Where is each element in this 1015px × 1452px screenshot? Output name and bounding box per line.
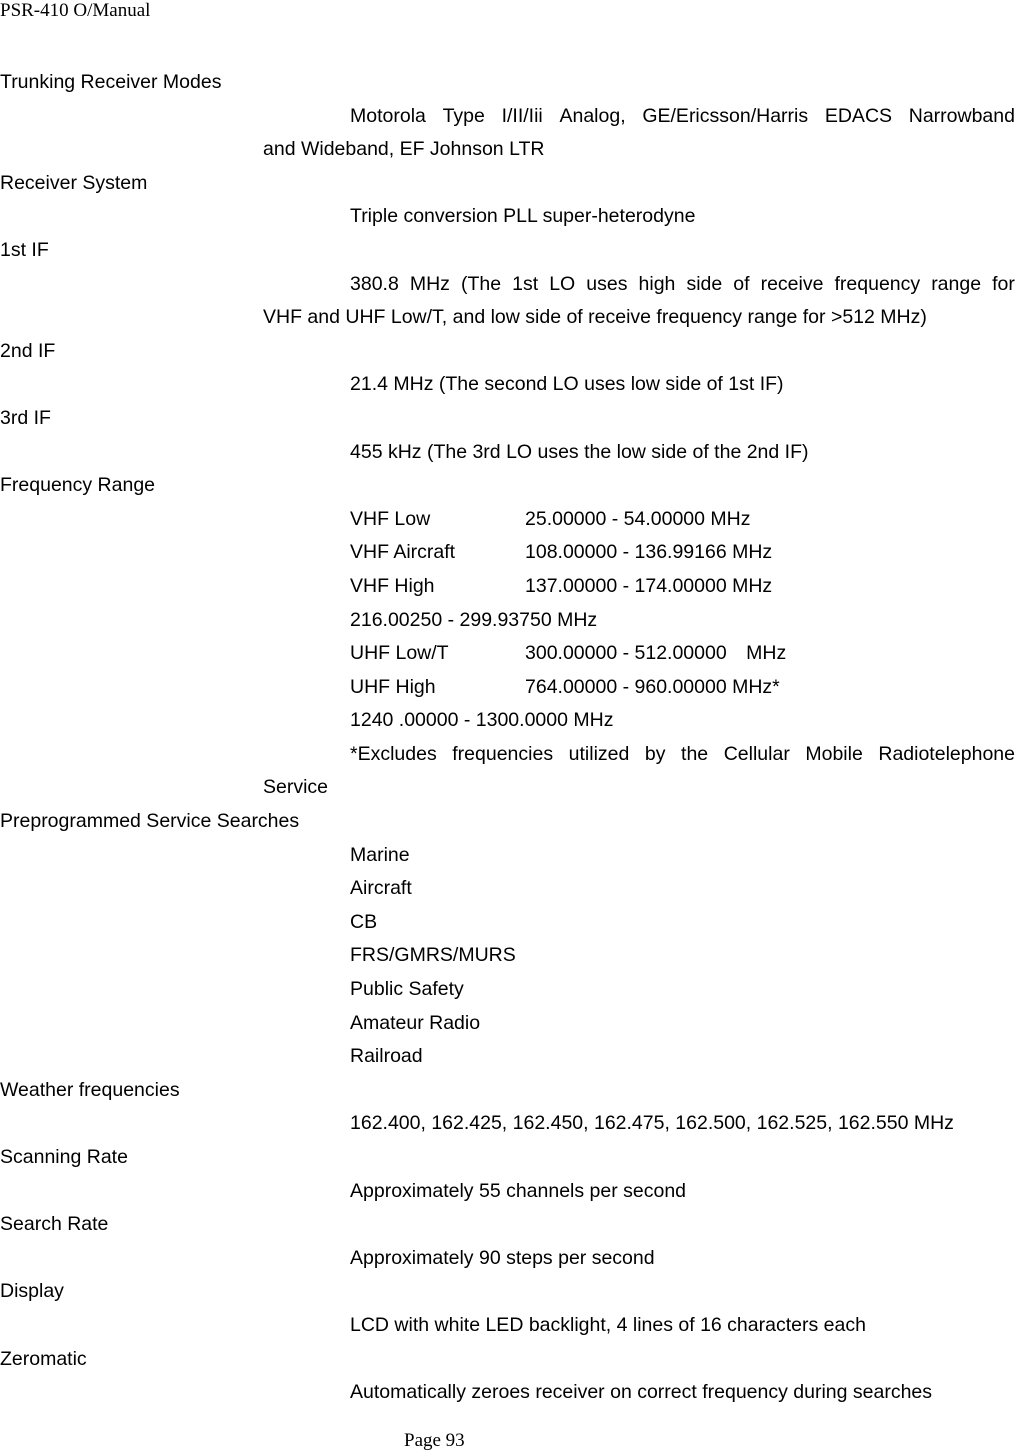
- receiver-system-value: Triple conversion PLL super-heterodyne: [350, 205, 696, 228]
- justified-word: Motorola: [350, 104, 426, 127]
- justified-word: for: [992, 272, 1015, 295]
- page-header: PSR-410 O/Manual: [0, 0, 151, 21]
- service-search-item: CB: [350, 910, 378, 933]
- scanning-rate-value: Approximately 55 channels per second: [350, 1179, 687, 1202]
- if2-value: 21.4 MHz (The second LO uses low side of 1st IF): [350, 373, 784, 396]
- scanning-rate-label: Scanning Rate: [0, 1146, 128, 1168]
- frequency-range: 137.00000 - 174.00000 MHz: [525, 574, 773, 597]
- frequency-row: [0, 637, 1015, 671]
- frequency-row: [0, 604, 1015, 638]
- justified-word: frequency: [834, 272, 921, 295]
- search-rate-value: Approximately 90 steps per second: [350, 1246, 655, 1269]
- if3-value: 455 kHz (The 3rd LO uses the low side of the 2nd IF): [350, 440, 809, 463]
- if1-value-line1: [0, 268, 1015, 302]
- frequency-range: 108.00000 - 136.99166 MHz: [525, 541, 773, 564]
- trunking-value-line1: [0, 100, 1015, 134]
- frequency-range: 216.00250 - 299.93750 MHz: [350, 608, 598, 631]
- search-rate-label: Search Rate: [0, 1213, 109, 1236]
- justified-word: MHz: [409, 272, 450, 295]
- display-value: LCD with white LED backlight, 4 lines of 16 characters each: [350, 1313, 866, 1336]
- if2-label: 2nd IF: [0, 339, 56, 362]
- justified-word: uses: [586, 272, 628, 295]
- frequency-band: VHF Aircraft: [350, 541, 456, 564]
- receiver-system-label: Receiver System: [0, 171, 148, 194]
- justified-word: Analog,: [559, 104, 626, 127]
- justified-word: Radiotelephone: [878, 742, 1015, 765]
- justified-word: GE/Ericsson/Harris: [642, 104, 809, 127]
- justified-word: 1st: [512, 272, 539, 295]
- if3-label: 3rd IF: [0, 406, 51, 429]
- service-search-item: Railroad: [350, 1045, 423, 1068]
- display-label: Display: [0, 1280, 64, 1303]
- service-search-item: Marine: [350, 843, 410, 866]
- justified-word: utilized: [568, 742, 630, 765]
- page-number: Page 93: [404, 1430, 465, 1451]
- justified-word: side: [686, 272, 723, 295]
- justified-word: receive: [760, 272, 824, 295]
- frequency-note-line1: [0, 738, 1015, 772]
- frequency-row: [0, 704, 1015, 738]
- service-search-item: FRS/GMRS/MURS: [350, 944, 516, 967]
- frequency-range: 300.00000 - 512.00000 MHz: [525, 642, 787, 665]
- if1-label: 1st IF: [0, 238, 49, 261]
- justified-word: Type: [442, 104, 485, 127]
- justified-word: high: [638, 272, 676, 295]
- service-search-item: Aircraft: [350, 877, 412, 900]
- frequency-band: VHF Low: [350, 507, 431, 530]
- trunking-label: Trunking Receiver Modes: [0, 71, 222, 93]
- frequency-range: 764.00000 - 960.00000 MHz*: [525, 675, 780, 698]
- justified-word: of: [733, 272, 750, 295]
- justified-word: by: [644, 742, 666, 765]
- justified-word: Mobile: [805, 742, 863, 765]
- frequency-band: VHF High: [350, 574, 435, 597]
- frequency-band: UHF Low/T: [350, 642, 449, 665]
- trunking-value-line2: and Wideband, EF Johnson LTR: [263, 138, 545, 161]
- zeromatic-label: Zeromatic: [0, 1347, 87, 1370]
- service-search-item: Public Safety: [350, 978, 464, 1001]
- frequency-note-line2: Service: [263, 776, 329, 799]
- spec-list: [0, 66, 1015, 1410]
- frequency-row: [0, 536, 1015, 570]
- justified-word: frequencies: [452, 742, 554, 765]
- justified-word: the: [681, 742, 709, 765]
- frequency-band: UHF High: [350, 675, 436, 698]
- service-search-item: Amateur Radio: [350, 1011, 481, 1034]
- justified-word: Cellular: [723, 742, 790, 765]
- frequency-range-label: Frequency Range: [0, 474, 156, 497]
- weather-label: Weather frequencies: [0, 1078, 180, 1101]
- frequency-row: [0, 570, 1015, 604]
- justified-word: 380.8: [350, 272, 399, 295]
- justified-word: *Excludes: [350, 742, 437, 765]
- justified-word: range: [931, 272, 982, 295]
- frequency-range: 25.00000 - 54.00000 MHz: [525, 507, 751, 530]
- service-searches-label: Preprogrammed Service Searches: [0, 810, 300, 833]
- frequency-range: 1240 .00000 - 1300.0000 MHz: [350, 709, 614, 732]
- justified-word: EDACS: [824, 104, 893, 127]
- justified-word: (The: [460, 272, 502, 295]
- justified-word: Narrowband: [908, 104, 1015, 127]
- justified-word: I/II/Iii: [501, 104, 543, 127]
- weather-value: 162.400, 162.425, 162.450, 162.475, 162.500, 162.525, 162.550 MHz: [350, 1112, 954, 1135]
- if1-value-line2: VHF and UHF Low/T, and low side of receive frequency range for >512 MHz): [263, 306, 927, 329]
- justified-word: LO: [549, 272, 576, 295]
- zeromatic-value: Automatically zeroes receiver on correct frequency during searches: [350, 1381, 933, 1404]
- frequency-row: [0, 671, 1015, 705]
- frequency-row: [0, 503, 1015, 537]
